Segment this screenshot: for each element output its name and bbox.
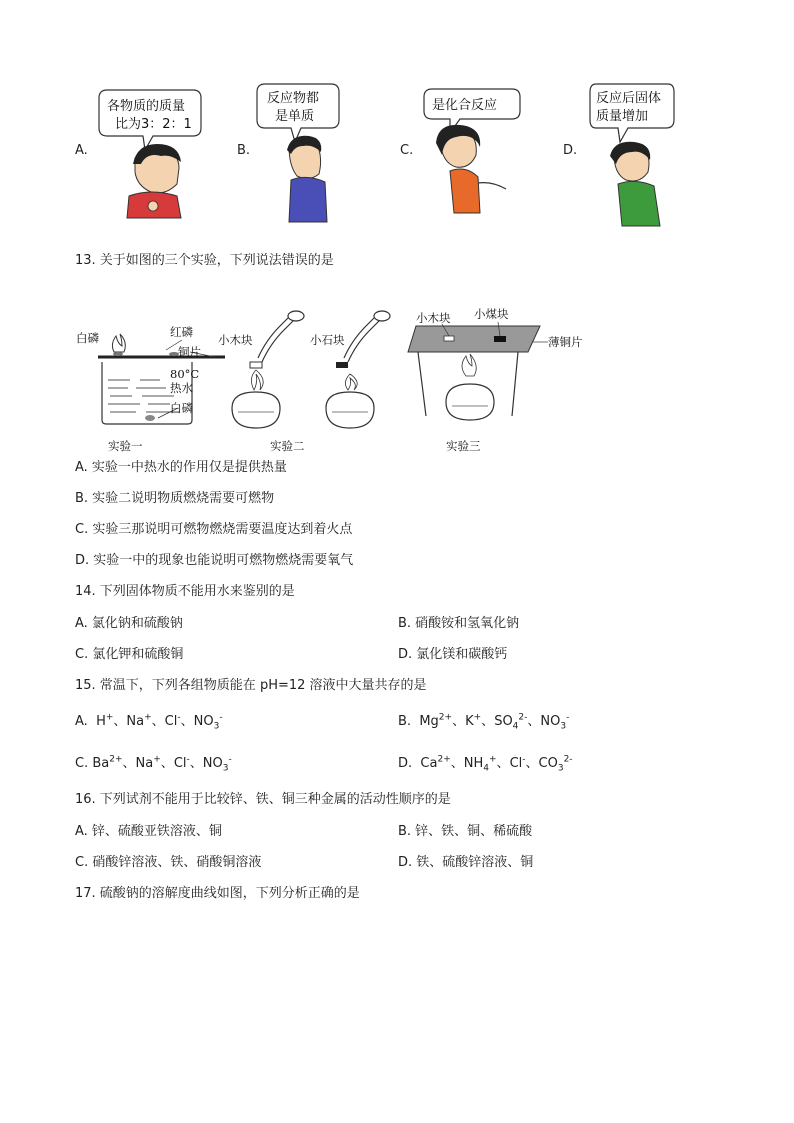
thin-copper-sheet-icon [408, 326, 540, 352]
q13-option-c: C. 实验三那说明可燃物燃烧需要温度达到着火点 [75, 522, 353, 537]
q12-option-b-cartoon [255, 80, 350, 226]
label-small-wood-block-2: 小木块 [218, 333, 253, 347]
q13-option-a: A. 实验一中热水的作用仅是提供热量 [75, 460, 287, 475]
q12-option-a-letter: A. [75, 143, 88, 158]
q12-d-bubble-line1: 反应后固体 [596, 91, 662, 106]
flame-icon [462, 354, 476, 376]
q15-option-c: C. $Ba^{2+}$、Na+、Cl-、$NO_3^-$ [75, 754, 232, 774]
q14-option-d: D. 氯化镁和碳酸钙 [398, 647, 508, 662]
q12-option-b-letter: B. [237, 143, 251, 158]
experiment-1-diagram [76, 325, 225, 453]
q12-option-a-cartoon [95, 84, 215, 224]
q15-option-a: A. H+、Na+、Cl-、$NO_3^-$ [75, 712, 223, 732]
wood-block-icon [250, 362, 262, 368]
flame-icon [345, 374, 357, 390]
wood-block-icon [444, 336, 454, 341]
coal-block-icon [494, 336, 506, 342]
q12-option-c-letter: C. [400, 143, 414, 158]
q14-option-c: C. 氯化钾和硫酸铜 [75, 647, 184, 662]
q12-option-d-cartoon [588, 80, 683, 230]
q12-a-bubble-line2: 比为3：2：1 [115, 117, 192, 132]
label-copper-sheet: 铜片 [178, 345, 201, 359]
q16-option-c: C. 硝酸锌溶液、铁、硝酸铜溶液 [75, 855, 262, 870]
q16-option-d: D. 铁、硫酸锌溶液、铜 [398, 855, 534, 870]
flame-icon [112, 334, 125, 352]
q14-option-b: B. 硝酸铵和氢氧化钠 [398, 616, 520, 631]
q15-option-b: B. $Mg^{2+}$、K+、$SO_4^{2-}$、$NO_3^-$ [398, 712, 570, 732]
girl-character-icon [436, 125, 506, 213]
q14-stem: 14. 下列固体物质不能用水来鉴别的是 [75, 584, 295, 599]
q12-option-c-cartoon [420, 85, 530, 220]
q14-option-a: A. 氯化钠和硫酸钠 [75, 616, 183, 631]
q15-stem: 15. 常温下，下列各组物质能在 pH=12 溶液中大量共存的是 [75, 678, 427, 693]
q13-stem: 13. 关于如图的三个实验，下列说法错误的是 [75, 253, 334, 268]
tongs-icon [344, 311, 390, 362]
q16-stem: 16. 下列试剂不能用于比较锌、铁、铜三种金属的活动性顺序的是 [75, 792, 451, 807]
q16-option-b: B. 锌、铁、铜、稀硫酸 [398, 824, 533, 839]
q12-option-d-letter: D. [563, 143, 578, 158]
experiment-3-diagram [408, 307, 583, 453]
caption-experiment-1: 实验一 [108, 439, 143, 453]
tongs-icon [258, 311, 304, 362]
q12-a-bubble-line1: 各物质的质量 [107, 99, 186, 114]
alcohol-lamp-icon [326, 392, 374, 428]
q12-c-bubble-line1: 是化合反应 [432, 98, 498, 113]
flame-icon [251, 370, 263, 390]
boy-character-icon [287, 136, 327, 222]
q12-b-bubble-line2: 是单质 [275, 109, 315, 124]
q15-option-d: D. $Ca^{2+}$、$NH_4^+$、Cl-、$CO_3^{2-}$ [398, 754, 573, 774]
boy-character-icon [127, 144, 181, 218]
q12-b-bubble-line1: 反应物都 [267, 91, 320, 106]
label-white-phosphorus-bottom: 白磷 [170, 401, 193, 415]
q13-option-d: D. 实验一中的现象也能说明可燃物燃烧需要氧气 [75, 553, 354, 568]
caption-experiment-2: 实验二 [270, 439, 305, 453]
alcohol-lamp-icon [232, 392, 280, 428]
label-small-stone-block: 小石块 [310, 333, 345, 347]
label-small-coal-block: 小煤块 [474, 307, 509, 321]
label-temperature: 80°C [170, 367, 200, 381]
label-red-phosphorus: 红磷 [170, 325, 193, 339]
label-hot-water: 热水 [170, 381, 193, 395]
label-small-wood-block-3: 小木块 [416, 311, 451, 325]
q16-option-a: A. 锌、硫酸亚铁溶液、铜 [75, 824, 222, 839]
q13-option-b: B. 实验二说明物质燃烧需要可燃物 [75, 491, 275, 506]
boy-character-icon [610, 142, 660, 226]
label-thin-copper-sheet: 薄铜片 [548, 335, 583, 349]
stone-block-icon [336, 362, 348, 368]
experiment-2-diagram [218, 311, 390, 453]
q13-figure [70, 300, 630, 460]
label-white-phosphorus-top: 白磷 [76, 331, 99, 345]
caption-experiment-3: 实验三 [446, 439, 481, 453]
alcohol-lamp-icon [446, 384, 494, 420]
q12-d-bubble-line2: 质量增加 [596, 109, 649, 124]
q17-stem: 17. 硫酸钠的溶解度曲线如图，下列分析正确的是 [75, 886, 360, 901]
